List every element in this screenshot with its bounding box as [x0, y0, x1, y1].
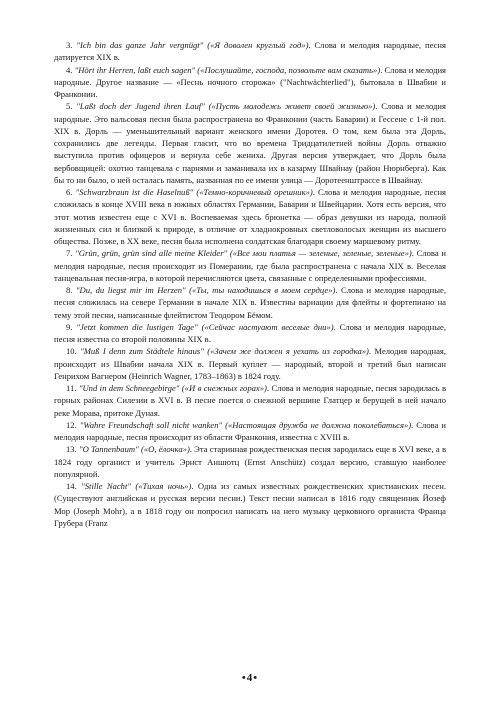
entry-number: 3. [66, 40, 73, 50]
song-title-german: "Stille Nacht" [81, 481, 131, 491]
entry-number: 11. [66, 383, 77, 393]
song-title-german: "Laßt doch der Jugend ihren Lauf" [76, 101, 205, 112]
song-title-german: "Ich bin das ganze Jahr vergnügt" [76, 40, 204, 50]
entry-8 [54, 284, 446, 321]
entry-number: 14. [66, 481, 77, 491]
song-title-german: "Schwarzbraun ist die Haselnuß" [75, 187, 194, 197]
song-title-russian: («Тихая ночь») [135, 481, 192, 491]
entry-number: 6. [66, 187, 73, 197]
entry-number: 12. [66, 419, 77, 430]
entry-description: . Эта старинная рождественская песня зародилась еще в XVI веке, а в 1824 году органист и учитель Эрнст Аншютц (Ernst Anschütz) создал версию, ставшую наиболее популярной. [54, 444, 447, 479]
entry-description: . Слова и мелодия народные. Другое название — «Песнь ночного сторожа» ("Nachtwächterlied"), бытовала в Швабии и Франконии. [54, 64, 446, 99]
song-title-german: "O Tannenbaum" [78, 444, 139, 455]
entry-7 [54, 247, 446, 284]
entry-number: 5. [66, 101, 73, 112]
entry-number: 9. [66, 321, 73, 332]
song-title-german: "Grün, grün, grün sind alle meine Kleider" [75, 248, 228, 259]
entry-description: . Слова и мелодия народные. Это вальсовая песня была распространена во Франконии (часть Баварии) и Гессене с 1-й пол. XIX в. Дорль — уменьшительный вариант женского имени Доротея. О том, кем была эта Дорль, сохранились две легенды. Первая гласит, что во времена Тридцатилетней войны Дорль отважно выступила против офицеров и вернула себе жениха. Другая версия утверждает, что Дорль была вербовщицей: охотно танцевала с парнями и заманивала их в казарму Швайнау (район Нюрнберга). Как бы то ни было, о ней осталась память, названная по ее имени улица — Доротеенштрассе в Швайнау. [54, 101, 446, 185]
entry-4 [54, 64, 446, 101]
entry-description: . Слова и мелодия народные, песня зародилась в горных районах Силезии в XVI в. В песне поется о снежной вершине Глатцер и берущей в ней начало реке Морава, притоке Дуная. [54, 383, 447, 418]
entry-number: 10. [66, 346, 77, 357]
song-title-russian: («Настоящая дружба не должна поколебаться») [225, 419, 412, 430]
song-title-german: "Du, du liegst mir im Herzen" [75, 285, 186, 295]
entry-14 [54, 480, 446, 529]
song-title-russian: («Я доволен круглый год») [207, 40, 309, 50]
entry-description: . Слова и мелодия народные, песня сложилась в конце XVIII века в южных областях Германии, Баварии и Швейцарии. Хотя есть версия, что этот мотив известен еще с XVI в. Воспеваемая здесь брюнетка — образ девушки из народа, полной жизненных сил и близкой к природе, в отличие от хладнокровных светловолосых женщин из высшего общества. Позже, в XX веке, песня была исполнена солдатская благодаря своему маршевому ритму. [54, 187, 447, 246]
entry-number: 13. [66, 444, 77, 455]
entry-description: . Мелодия народная, происходит из Швабии начала XIX в. Первый куплет — народный, второй и третий был написан Генрихом Вагнером (Heinrich Wagner, 1783–1863) в 1824 году. [54, 346, 447, 381]
song-title-russian: («Все мои платья — зеленые, зеленые, зеленые») [229, 248, 412, 259]
entry-description: . Слова и мелодия народные, песня датируется XIX в. [54, 40, 446, 63]
song-title-german: "Hört ihr Herren, laßt euch sagen" [74, 64, 196, 75]
entry-number: 7. [66, 248, 73, 259]
entry-5 [54, 100, 446, 186]
song-title-russian: («Зачем же должен я уехать из городка») [207, 346, 369, 357]
entry-description: . Одна из самых известных рождественских христианских песен. (Существуют английская и русская версии песни.) Текст песни написал в 1816 году священник Йозеф Мор (Joseph Mohr), а в 1818 году он попросил написать на него музыку церковного органиста Франца Грубера (Franz [54, 481, 446, 528]
song-title-german: "Und in dem Schneegebirge" [78, 383, 180, 393]
page-body [54, 39, 446, 529]
song-title-russian: («И в снежных горах») [181, 383, 267, 393]
entry-13 [54, 443, 446, 480]
song-title-russian: («Послушайте, господа, позвольте вам сказать») [197, 64, 381, 75]
entry-number: 8. [66, 285, 73, 295]
entry-6 [54, 186, 446, 247]
entry-3 [54, 39, 446, 64]
song-title-german: "Muß I denn zum Städtele hinaus" [80, 346, 204, 357]
entry-description: . Слова и мелодия народные, песня известна со второй половины XIX в. [54, 321, 446, 344]
entry-description: . Слова и мелодия народные, песня сложилась на севере Германии в начале XIX в. Известны вариации для флейты и фортепиано на тему этой песни, написанные флейтистом Теодором Бёмом. [54, 285, 446, 320]
entry-9 [54, 321, 446, 346]
song-title-russian: («Сейчас настуают веселые дни») [201, 321, 334, 332]
entry-description: . Слова и мелодия народные, песня происходит из Померании, где была распространена с начала XIX в. Веселая танцевальная песня-игра, в которой перечисляются цвета, связанные с определенными профессиями. [54, 248, 447, 283]
entry-12 [54, 419, 446, 444]
song-title-russian: («Пусть молодежь живет своей жизнью») [208, 101, 376, 112]
page-number: •4• [241, 672, 259, 684]
song-title-german: "Jetzt kommen die lustigen Tage" [76, 321, 198, 332]
entry-description: . Слова и мелодия народные, песня происходит из области Франкония, известна с XVIII в. [54, 419, 446, 442]
entry-10 [54, 345, 446, 382]
entry-number: 4. [66, 64, 73, 75]
song-title-german: "Wahre Freundschaft soll nicht wanken" [79, 419, 223, 430]
song-title-russian: («Ты, ты находишься в моем сердце») [189, 285, 336, 295]
song-title-russian: («Темно-коричневый орешник») [196, 187, 313, 197]
entry-11 [54, 382, 446, 419]
song-title-russian: («О, ёлочка») [140, 444, 190, 455]
